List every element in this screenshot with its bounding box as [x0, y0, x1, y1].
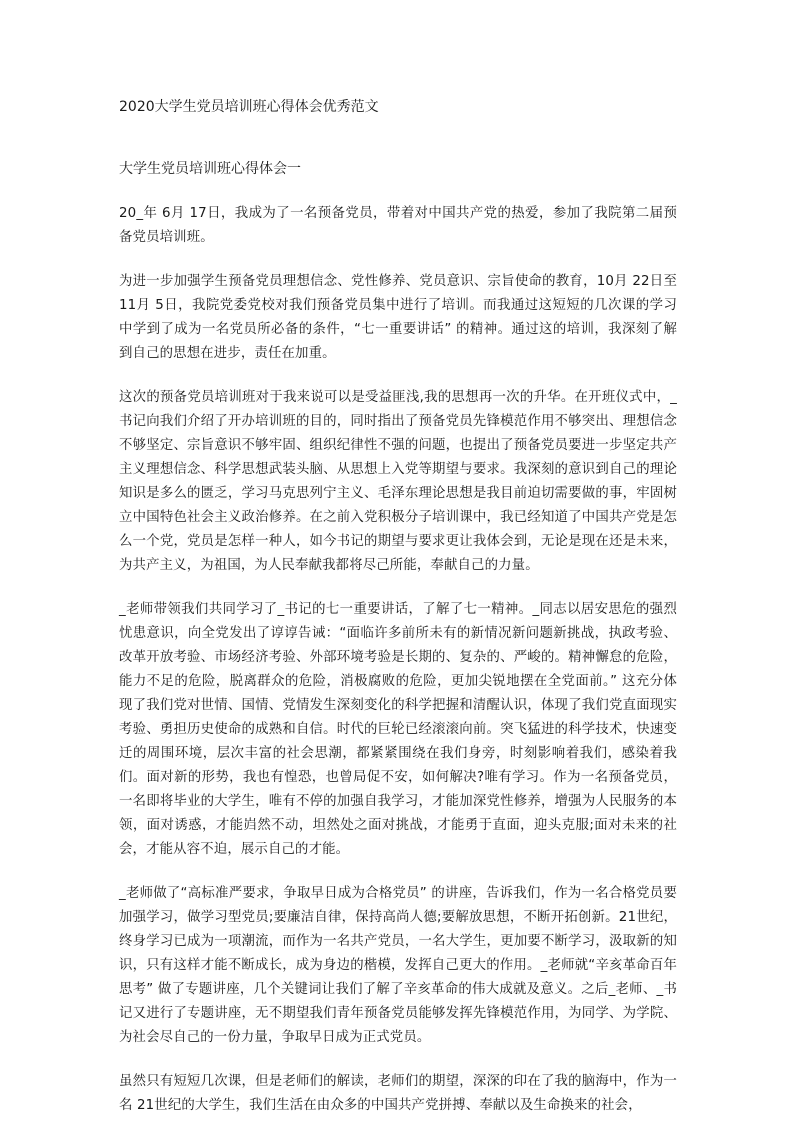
- paragraph-4: _老师带领我们共同学习了_书记的七一重要讲话，了解了七一精神。_同志以居安思危的强烈忧患意识，向全党发出了谆谆告诫：“面临许多前所未有的新情况新问题新挑战，执政考验、改革开放考验、市场经济考验、外部环境考验是长期的、复杂的、严峻的。精神懈怠的危险，能力不足的危险，脱离群众的危险，消极腐败的危险，更加尖锐地摆在全党面前。” 这充分体现了我们党对世情、国情、党情发生深刻变化的科学把握和清醒认识，体现了我们党直面现实考验、勇担历史使命的成熟和自信。时代的巨轮已经滚滚向前。突飞猛进的科学技术，快速变迁的周围环境，层次丰富的社会思潮，都紧紧围绕在我们身旁，时刻影响着我们，感染着我们。面对新的形势，我也有惶恐，也曾局促不安，如何解决?唯有学习。作为一名预备党员，一名即将毕业的大学生，唯有不停的加强自我学习，才能加深党性修养，增强为人民服务的本领，面对诱惑，才能岿然不动，坦然处之面对挑战，才能勇于直面，迎头克服;面对未来的社会，才能从容不迫，展示自己的才能。: [119, 602, 677, 857]
- document-title: 2020大学生党员培训班心得体会优秀范文: [119, 99, 379, 115]
- document-body: [119, 202, 677, 1138]
- paragraph-5: _老师做了“高标准严要求，争取早日成为合格党员” 的讲座，告诉我们，作为一名合格党员要加强学习，做学习型党员;要廉洁自律，保持高尚人德;要解放思想，不断开拓创新。21世纪，终身学习已成为一项潮流，而作为一名共产党员，一名大学生，更加要不断学习，汲取新的知识，只有这样才能不断成长，成为身边的楷模，发挥自己更大的作用。_老师就“辛亥革命百年思考” 做了专题讲座，几个关键词让我们了解了辛亥革命的伟大成就及意义。之后_老师、_书记又进行了专题讲座，无不期望我们青年预备党员能够发挥先锋模范作用，为同学、为学院、为社会尽自己的一份力量，争取早日成为正式党员。: [119, 886, 677, 1045]
- paragraph-2: 为进一步加强学生预备党员理想信念、党性修养、党员意识、宗旨使命的教育，10月 22日至 11月 5日，我院党委党校对我们预备党员集中进行了培训。而我通过这短短的几次课的学习中学到了成为一名党员所必备的条件，“七一重要讲话” 的精神。通过这的培训，我深刻了解到自己的思想在进步，责任在加重。: [119, 274, 677, 361]
- paragraph-6: 虽然只有短短几次课，但是老师们的解读，老师们的期望，深深的印在了我的脑海中，作为一名 21世纪的大学生，我们生活在由众多的中国共产党拼搏、奉献以及生命换来的社会，: [119, 1074, 677, 1113]
- paragraph-3: 这次的预备党员培训班对于我来说可以是受益匪浅,我的思想再一次的升华。在开班仪式中，_书记向我们介绍了开办培训班的目的，同时指出了预备党员先锋模范作用不够突出、理想信念不够坚定、宗旨意识不够牢固、组织纪律性不强的问题，也提出了预备党员要进一步坚定共产主义理想信念、科学思想武装头脑、从思想上入党等期望与要求。我深刻的意识到自己的理论知识是多么的匮乏，学习马克思列宁主义、毛泽东理论思想是我目前迫切需要做的事，牢固树立中国特色社会主义政治修养。在之前入党积极分子培训课中，我已经知道了中国共产党是怎么一个党，党员是怎样一种人，如今书记的期望与要求更让我体会到，无论是现在还是未来，为共产主义，为祖国，为人民奉献我都将尽己所能，奉献自己的力量。: [119, 390, 677, 573]
- paragraph-1: 20_年 6月 17日，我成为了一名预备党员，带着对中国共产党的热爱，参加了我院第二届预备党员培训班。: [119, 206, 677, 245]
- section-heading: 大学生党员培训班心得体会一: [119, 161, 301, 177]
